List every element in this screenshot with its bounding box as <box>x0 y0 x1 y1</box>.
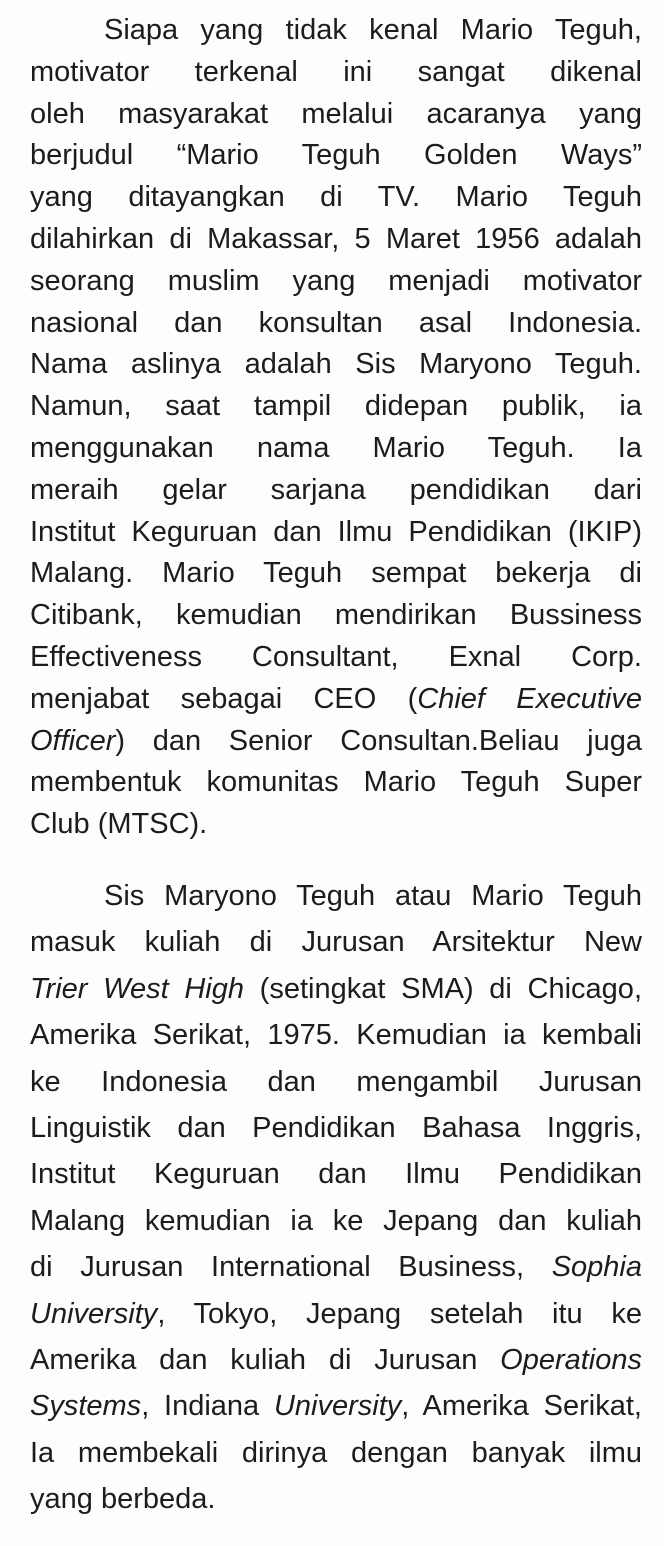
text-line: nasional dan konsultan asal Indonesia. <box>30 306 642 339</box>
text-line: menggunakan nama Mario Teguh. Ia <box>30 432 642 464</box>
text-line: Ia membekali dirinya dengan banyak ilmu <box>30 1436 642 1469</box>
text-line: University, Tokyo, Jepang setelah itu ke <box>30 1297 642 1330</box>
text-line: Effectiveness Consultant, Exnal Corp. <box>30 641 642 673</box>
text-line: Linguistik dan Pendidikan Bahasa Inggris, <box>30 1112 642 1144</box>
text-line: oleh masyarakat melalui acaranya yang <box>30 97 642 130</box>
text-line: Sis Maryono Teguh atau Mario Teguh <box>104 880 642 912</box>
text-line: masuk kuliah di Jurusan Arsitektur New <box>30 926 642 959</box>
text-line: dilahirkan di Makassar, 5 Maret 1956 adalah <box>30 223 642 255</box>
text-line: Trier West High (setingkat SMA) di Chicago, <box>30 972 642 1005</box>
text-line: Amerika dan kuliah di Jurusan Operations <box>30 1344 642 1376</box>
text-line: Club (MTSC). <box>30 808 208 841</box>
text-line: Citibank, kemudian mendirikan Bussiness <box>30 599 642 632</box>
text-line: Amerika Serikat, 1975. Kemudian ia kembali <box>30 1019 642 1052</box>
text-line: Officer) dan Senior Consultan.Beliau juga <box>30 724 642 757</box>
text-line: ke Indonesia dan mengambil Jurusan <box>30 1065 642 1098</box>
text-line: yang ditayangkan di TV. Mario Teguh <box>30 181 642 214</box>
text-line: yang berbeda. <box>30 1483 216 1516</box>
text-line: Malang. Mario Teguh sempat bekerja di <box>30 557 642 590</box>
text-line: menjabat sebagai CEO (Chief Executive <box>30 682 642 715</box>
text-line: berjudul “Mario Teguh Golden Ways” <box>30 139 642 172</box>
text-line: Institut Keguruan dan Ilmu Pendidikan <box>30 1158 642 1191</box>
text-line: Nama aslinya adalah Sis Maryono Teguh. <box>30 348 642 381</box>
text-line: motivator terkenal ini sangat dikenal <box>30 55 642 88</box>
text-line: Institut Keguruan dan Ilmu Pendidikan (IKIP) <box>30 515 642 548</box>
text-line: Namun, saat tampil didepan publik, ia <box>30 390 642 423</box>
text-line: meraih gelar sarjana pendidikan dari <box>30 473 642 506</box>
text-line: di Jurusan International Business, Sophia <box>30 1251 642 1284</box>
text-line: Siapa yang tidak kenal Mario Teguh, <box>104 14 642 46</box>
text-line: seorang muslim yang menjadi motivator <box>30 264 642 297</box>
text-line: Malang kemudian ia ke Jepang dan kuliah <box>30 1204 642 1237</box>
text-line: Systems, Indiana University, Amerika Serikat, <box>30 1390 642 1423</box>
text-line: membentuk komunitas Mario Teguh Super <box>30 766 642 799</box>
